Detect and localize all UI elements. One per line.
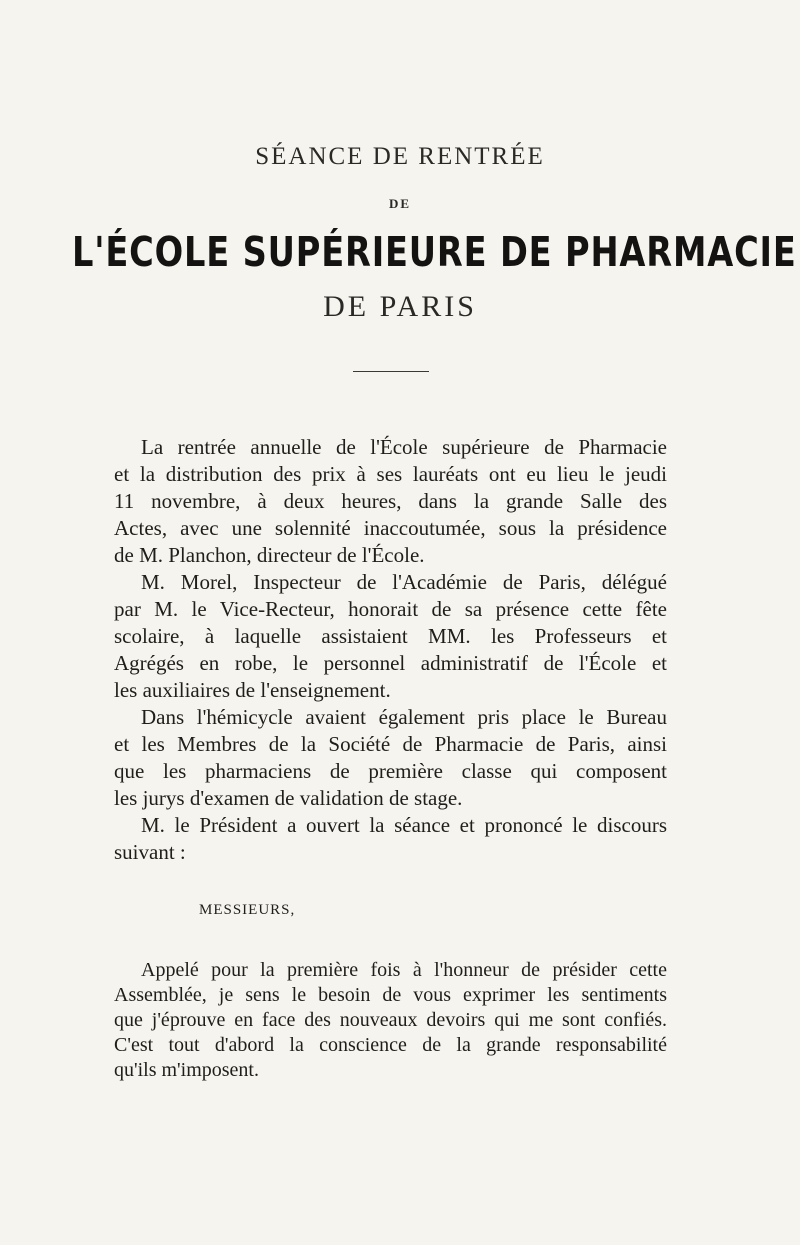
body-line: et les Membres de la Société de Pharmacie de Paris, ainsi xyxy=(114,732,667,756)
speech-line: Assemblée, je sens le besoin de vous exprimer les sentiments xyxy=(114,984,667,1006)
salutation: MESSIEURS, xyxy=(199,902,296,918)
body-line: de M. Planchon, directeur de l'École. xyxy=(114,543,425,567)
body-line: les auxiliaires de l'enseignement. xyxy=(114,678,391,702)
heading-paris: DE PARIS xyxy=(323,290,477,323)
heading-de: DE xyxy=(388,196,412,211)
speech-text xyxy=(114,958,667,1083)
body-line: suivant : xyxy=(114,840,186,864)
title-divider xyxy=(353,371,429,372)
body-line: Agrégés en robe, le personnel administratif de l'École et xyxy=(114,651,667,675)
body-line: par M. le Vice-Recteur, honorait de sa présence cette fête xyxy=(114,597,667,621)
heading-ecole: L'ÉCOLE SUPÉRIEURE DE PHARMACIE xyxy=(72,228,797,276)
heading-seance: SÉANCE DE RENTRÉE xyxy=(255,143,545,170)
body-line: La rentrée annuelle de l'École supérieure de Pharmacie xyxy=(141,435,667,459)
body-line: M. le Président a ouvert la séance et prononcé le discours xyxy=(141,813,667,837)
body-line: que les pharmaciens de première classe qui composent xyxy=(114,759,667,783)
body-text xyxy=(114,434,667,866)
body-line: M. Morel, Inspecteur de l'Académie de Paris, délégué xyxy=(141,570,667,594)
speech-line: C'est tout d'abord la conscience de la grande responsabilité xyxy=(114,1034,667,1056)
body-line: Actes, avec une solennité inaccoutumée, sous la présidence xyxy=(114,516,667,540)
speech-line: Appelé pour la première fois à l'honneur de présider cette xyxy=(141,959,667,981)
body-line: 11 novembre, à deux heures, dans la grande Salle des xyxy=(114,489,667,513)
body-line: les jurys d'examen de validation de stage. xyxy=(114,786,463,810)
body-line: scolaire, à laquelle assistaient MM. les Professeurs et xyxy=(114,624,667,648)
speech-line: que j'éprouve en face des nouveaux devoirs qui me sont confiés. xyxy=(114,1009,667,1031)
body-line: et la distribution des prix à ses lauréats ont eu lieu le jeudi xyxy=(114,462,667,486)
speech-line: qu'ils m'imposent. xyxy=(114,1059,259,1081)
body-line: Dans l'hémicycle avaient également pris place le Bureau xyxy=(141,705,667,729)
